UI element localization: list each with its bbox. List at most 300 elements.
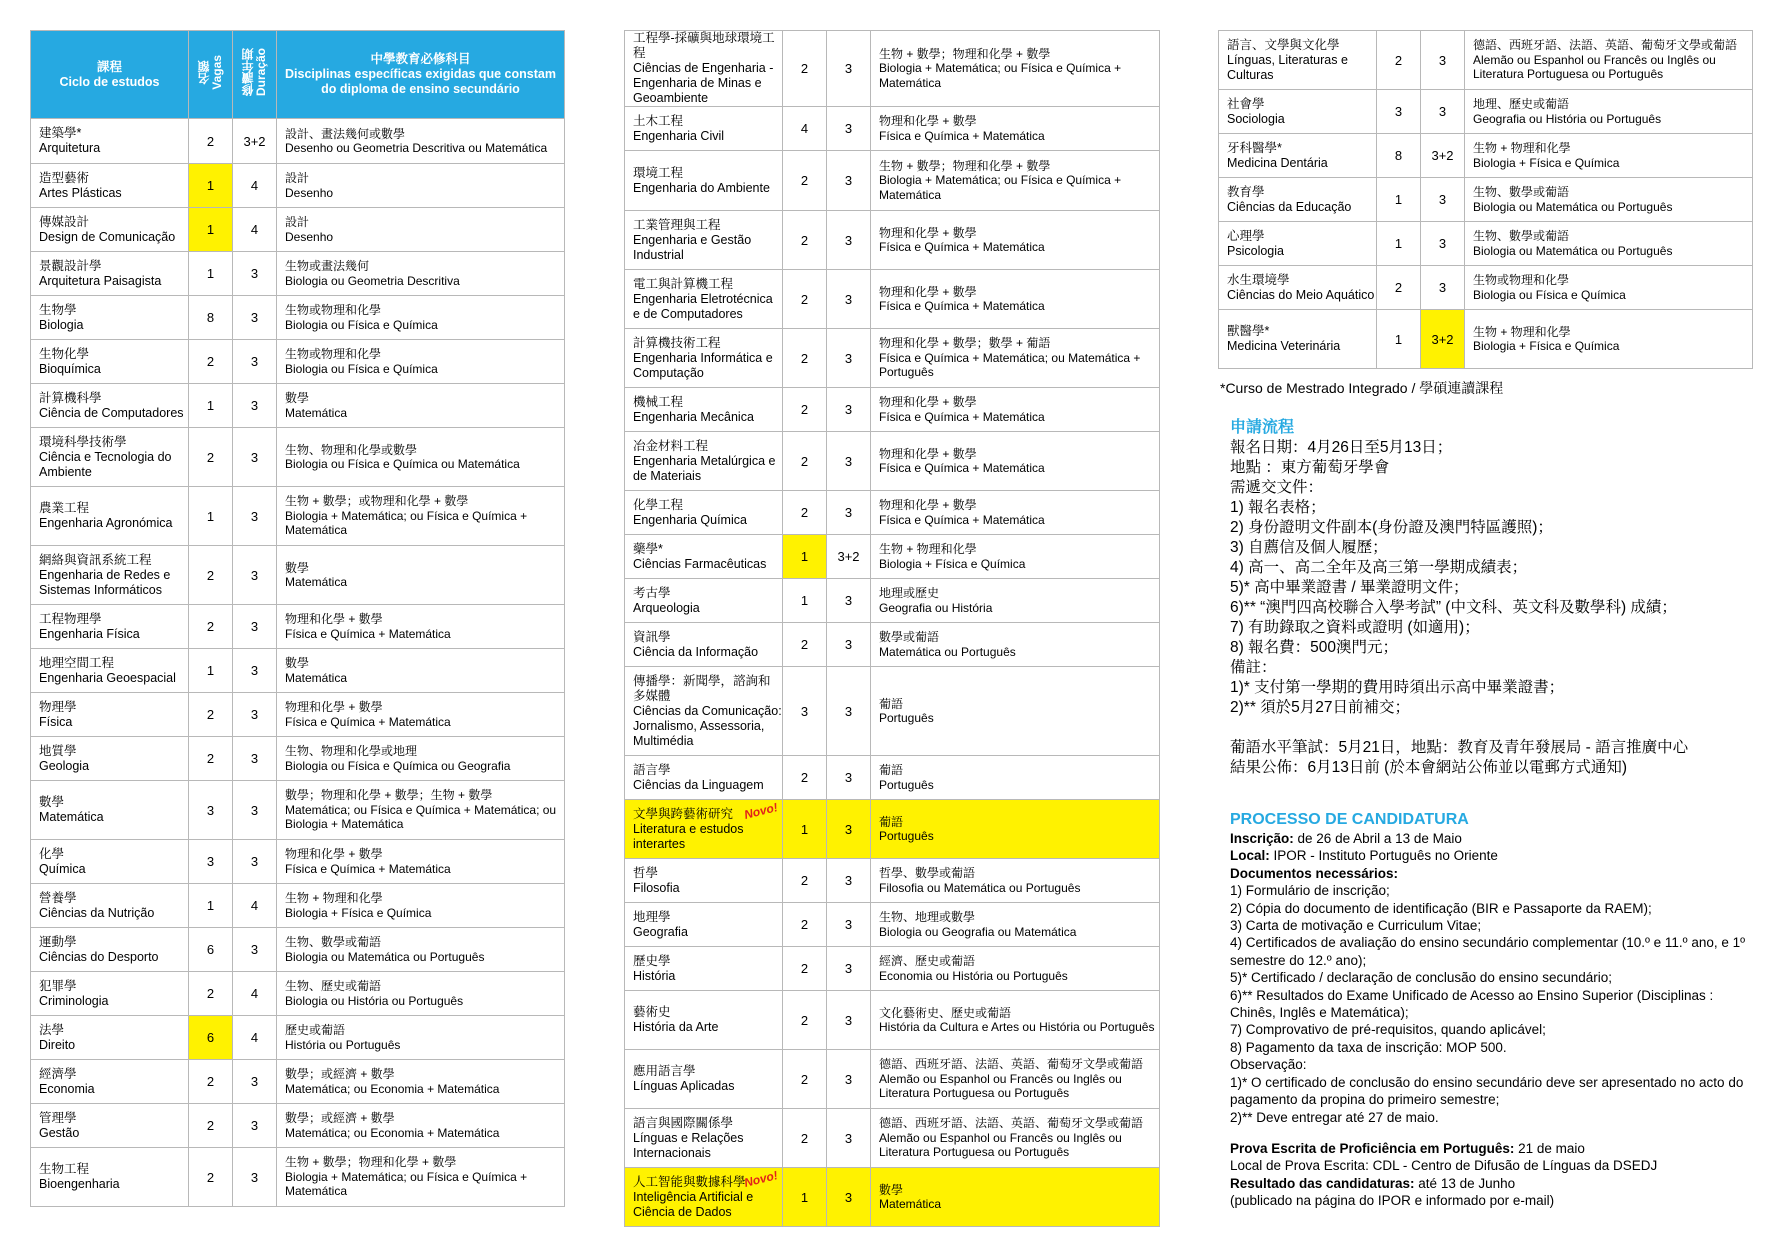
table-row: [625, 579, 1160, 623]
course-name: 應用語言學 Línguas Aplicadas: [625, 1050, 783, 1109]
requirements: 生物 + 物理和化學 Biologia + Física e Química: [1465, 310, 1753, 369]
duracao-value: 3: [1421, 266, 1465, 310]
apply-zh-line: 3) 自薦信及個人履歷；: [1230, 539, 1388, 556]
table-row: [625, 800, 1160, 859]
doc-item: 1)* O certificado de conclusão do ensino secundário deve ser apresentado no acto do pagamento da propina do primeiro semestre;: [1230, 1074, 1744, 1108]
vagas-value: 2: [783, 991, 827, 1050]
requirements: 生物 + 數學；物理和化學 + 數學 Biologia + Matemática; ou Física e Química + Matemática: [871, 151, 1160, 211]
vagas-value: 2: [783, 903, 827, 947]
duracao-value: 3: [1421, 178, 1465, 222]
table-row: [625, 535, 1160, 579]
requirements: 文化藝術史、歷史或葡語 História da Cultura e Artes ou História ou Português: [871, 991, 1160, 1050]
requirements: 物理和化學 + 數學 Física e Química + Matemática: [871, 211, 1160, 270]
duracao-value: 3: [827, 1109, 871, 1168]
course-name: 農業工程 Engenharia Agronómica: [31, 487, 189, 546]
apply-zh-line: 2)** 須於5月27日前補交；: [1230, 699, 1411, 716]
table-row: [31, 546, 565, 605]
duracao-value: 3: [827, 1050, 871, 1109]
table-row: [625, 1168, 1160, 1227]
doc-item: 5)* Certificado / declaração de conclusão do ensino secundário;: [1230, 970, 1612, 986]
course-name: 牙科醫學* Medicina Dentária: [1219, 134, 1377, 178]
course-name: 土木工程 Engenharia Civil: [625, 107, 783, 151]
vagas-value: 2: [783, 947, 827, 991]
vagas-value: 3: [1377, 90, 1421, 134]
requirements: 生物、數學或葡語 Biologia ou Matemática ou Português: [1465, 178, 1753, 222]
vagas-value: 2: [189, 1148, 233, 1207]
doc-item: 6)** Resultados do Exame Unificado de Acesso ao Ensino Superior (Disciplinas : Chinês, Inglês e Matemática);: [1230, 987, 1714, 1021]
vagas-value: 2: [783, 211, 827, 270]
requirements: 地理或歷史 Geografia ou História: [871, 579, 1160, 623]
requirements: 數學 Matemática: [871, 1168, 1160, 1227]
course-name: 環境工程 Engenharia do Ambiente: [625, 151, 783, 211]
duracao-value: 4: [233, 1016, 277, 1060]
table-row: [31, 340, 565, 384]
resultado-line: Resultado das candidaturas: até 13 de Junho: [1230, 1175, 1516, 1191]
vagas-value: 6: [189, 928, 233, 972]
course-name: 心理學 Psicologia: [1219, 222, 1377, 266]
requirements: 物理和化學 + 數學 Física e Química + Matemática: [871, 388, 1160, 432]
vagas-value: 1: [189, 252, 233, 296]
duracao-value: 3: [827, 800, 871, 859]
duracao-value: 3: [827, 270, 871, 329]
duracao-value: 3: [827, 579, 871, 623]
requirements-header: 中學教育必修科目 Disciplinas específicas exigidas que constam do diploma de ensino secundário: [277, 31, 565, 119]
table-row: [31, 1060, 565, 1104]
course-name: 考古學 Arqueologia: [625, 579, 783, 623]
course-name: 水生環境學 Ciências do Meio Aquático: [1219, 266, 1377, 310]
table-row: [625, 211, 1160, 270]
apply-zh-line: 2) 身份證明文件副本(身份證及澳門特區護照)；: [1230, 519, 1553, 536]
duracao-value: 3: [827, 623, 871, 667]
vagas-value: 2: [189, 546, 233, 605]
duracao-value: 3: [827, 903, 871, 947]
vagas-value: 2: [1377, 266, 1421, 310]
duracao-value: 3: [233, 781, 277, 840]
duracao-value: 4: [233, 972, 277, 1016]
table-row: [31, 164, 565, 208]
requirements: 物理和化學 + 數學 Física e Química + Matemática: [871, 432, 1160, 491]
requirements: 數學 Matemática: [277, 546, 565, 605]
course-name: 工程學-採礦與地球環境工程 Ciências de Engenharia - Engenharia de Minas e Geoambiente: [625, 31, 783, 107]
vagas-value: 2: [189, 1104, 233, 1148]
table-row: [31, 384, 565, 428]
vagas-value: 4: [783, 107, 827, 151]
duracao-value: 3: [233, 605, 277, 649]
table-row: [31, 428, 565, 487]
requirements: 德語、西班牙語、法語、英語、葡萄牙文學或葡語 Alemão ou Espanhol ou Francês ou Inglês ou Literatura Portuguesa ou Português: [871, 1109, 1160, 1168]
courses-table-1: [30, 30, 565, 1207]
vagas-value: 2: [1377, 31, 1421, 90]
vagas-value: 3: [783, 667, 827, 756]
doc-item: 2)** Deve entregar até 27 de maio.: [1230, 1109, 1439, 1125]
duracao-value: 3: [827, 211, 871, 270]
course-name: 生物化學 Bioquímica: [31, 340, 189, 384]
vagas-value: 2: [783, 329, 827, 388]
course-name: 化學工程 Engenharia Química: [625, 491, 783, 535]
table-row: [31, 208, 565, 252]
requirements: 生物 + 物理和化學 Biologia + Física e Química: [277, 884, 565, 928]
duracao-value: 3: [827, 388, 871, 432]
course-name: 經濟學 Economia: [31, 1060, 189, 1104]
course-name: 計算機技術工程 Engenharia Informática e Computação: [625, 329, 783, 388]
doc-item: 1) Formulário de inscrição;: [1230, 883, 1390, 899]
vagas-value: 1: [1377, 310, 1421, 369]
requirements: 歷史或葡語 História ou Português: [277, 1016, 565, 1060]
requirements: 數學或葡語 Matemática ou Português: [871, 623, 1160, 667]
apply-zh-line: 地點 ：東方葡萄牙學會: [1230, 459, 1390, 476]
course-name: 文學與跨藝術研究 Literatura e estudos interartes Novo!: [625, 800, 783, 859]
exam-zh-line: 結果公佈：6月13日前 (於本會網站公佈並以電郵方式通知): [1230, 759, 1627, 776]
table-row: [625, 1109, 1160, 1168]
duracao-value: 3: [827, 756, 871, 800]
vagas-value: 1: [783, 579, 827, 623]
apply-zh-line: 5)* 高中畢業證書 / 畢業證明文件；: [1230, 579, 1469, 596]
requirements: 物理和化學 + 數學 Física e Química + Matemática: [277, 693, 565, 737]
doc-item: 8) Pagamento da taxa de inscrição: MOP 500.: [1230, 1039, 1507, 1055]
vagas-value: 2: [189, 693, 233, 737]
table-row: [31, 1104, 565, 1148]
duracao-value: 3: [233, 928, 277, 972]
vagas-value: 1: [189, 384, 233, 428]
table-row: [625, 388, 1160, 432]
courses-table-3: [1218, 30, 1753, 369]
prova-line: Prova Escrita de Proficiência em Português: 21 de maio: [1230, 1140, 1585, 1156]
table-header: [31, 31, 565, 119]
requirements: 物理和化學 + 數學；數學 + 葡語 Física e Química + Matemática; ou Matemática + Português: [871, 329, 1160, 388]
doc-item: Observação:: [1230, 1057, 1307, 1073]
apply-zh-line: 1) 報名表格；: [1230, 499, 1326, 516]
course-name: 教育學 Ciências da Educação: [1219, 178, 1377, 222]
course-name: 地理空間工程 Engenharia Geoespacial: [31, 649, 189, 693]
duracao-value: 4: [233, 208, 277, 252]
duracao-value: 4: [233, 164, 277, 208]
table-row: [625, 31, 1160, 107]
apply-zh-line: 備註：: [1230, 659, 1277, 676]
requirements: 數學 Matemática: [277, 384, 565, 428]
table-row: [625, 270, 1160, 329]
table-row: [625, 756, 1160, 800]
course-name: 傳媒設計 Design de Comunicação: [31, 208, 189, 252]
novo-badge: Novo!: [742, 1168, 780, 1190]
duracao-value: 3: [827, 151, 871, 211]
course-name: 地質學 Geologia: [31, 737, 189, 781]
apply-zh-line: 4) 高一、高二全年及高三第一學期成績表；: [1230, 559, 1528, 576]
course-name: 化學 Química: [31, 840, 189, 884]
course-name: 法學 Direito: [31, 1016, 189, 1060]
course-name: 語言與國際關係學 Línguas e Relações Internacionais: [625, 1109, 783, 1168]
application-process-zh: [1230, 418, 1688, 778]
course-name: 生物學 Biologia: [31, 296, 189, 340]
vagas-value: 1: [1377, 222, 1421, 266]
duracao-value: 3: [827, 667, 871, 756]
vagas-value: 2: [783, 1050, 827, 1109]
course-name: 藥學* Ciências Farmacêuticas: [625, 535, 783, 579]
vagas-value: 1: [1377, 178, 1421, 222]
footnote: *Curso de Mestrado Integrado / 學碩連讀課程: [1220, 380, 1504, 396]
doc-item: 7) Comprovativo de pré-requisitos, quando aplicável;: [1230, 1022, 1546, 1038]
duracao-value: 3: [1421, 90, 1465, 134]
duracao-value: 3+2: [233, 119, 277, 164]
requirements: 葡語 Português: [871, 667, 1160, 756]
requirements: 物理和化學 + 數學 Física e Química + Matemática: [277, 605, 565, 649]
table-row: [1219, 178, 1753, 222]
table-row: [31, 840, 565, 884]
duracao-value: 3: [233, 384, 277, 428]
vagas-value: 2: [189, 428, 233, 487]
duracao-value: 3+2: [1421, 310, 1465, 369]
doc-item: 3) Carta de motivação e Curriculum Vitae;: [1230, 918, 1482, 934]
table-row: [31, 487, 565, 546]
course-name: 哲學 Filosofia: [625, 859, 783, 903]
course-name: 生物工程 Bioengenharia: [31, 1148, 189, 1207]
apply-zh-line: 報名日期：4月26日至5月13日；: [1230, 439, 1453, 456]
requirements: 數學；或經濟 + 數學 Matemática; ou Economia + Matemática: [277, 1060, 565, 1104]
duracao-value: 3: [233, 546, 277, 605]
table-row: [1219, 134, 1753, 178]
vagas-value: 1: [783, 535, 827, 579]
novo-badge: Novo!: [742, 800, 780, 822]
requirements: 生物、物理和化學或數學 Biologia ou Física e Química ou Matemática: [277, 428, 565, 487]
requirements: 生物、數學或葡語 Biologia ou Matemática ou Português: [277, 928, 565, 972]
duracao-value: 3: [1421, 222, 1465, 266]
requirements: 物理和化學 + 數學 Física e Química + Matemática: [871, 491, 1160, 535]
requirements: 哲學、數學或葡語 Filosofia ou Matemática ou Português: [871, 859, 1160, 903]
course-name: 電工與計算機工程 Engenharia Eletrotécnica e de Computadores: [625, 270, 783, 329]
course-name: 犯罪學 Criminologia: [31, 972, 189, 1016]
duracao-value: 3: [827, 491, 871, 535]
course-name: 機械工程 Engenharia Mecânica: [625, 388, 783, 432]
vagas-value: 2: [783, 491, 827, 535]
course-name: 物理學 Física: [31, 693, 189, 737]
apply-zh-line: 8) 報名費：500澳門元；: [1230, 639, 1398, 656]
vagas-header: 名額 Vagas: [189, 31, 233, 119]
vagas-value: 2: [189, 1060, 233, 1104]
vagas-value: 2: [783, 270, 827, 329]
course-name: 語言、文學與文化學 Línguas, Literaturas e Culturas: [1219, 31, 1377, 90]
course-name: 歷史學 História: [625, 947, 783, 991]
duracao-value: 3: [233, 840, 277, 884]
course-name: 冶金材料工程 Engenharia Metalúrgica e de Materiais: [625, 432, 783, 491]
requirements: 葡語 Português: [871, 800, 1160, 859]
requirements: 生物 + 數學；物理和化學 + 數學 Biologia + Matemática; ou Física e Química + Matemática: [277, 1148, 565, 1207]
duracao-value: 3+2: [827, 535, 871, 579]
table-row: [31, 781, 565, 840]
courses-table-2: [624, 30, 1160, 1227]
requirements: 地理、歷史或葡語 Geografia ou História ou Português: [1465, 90, 1753, 134]
vagas-value: 1: [189, 208, 233, 252]
docs-label: Documentos necessários:: [1230, 865, 1399, 881]
doc-item: 4) Certificados de avaliação do ensino secundário complementar (10.º e 11.º ano, e 1º semestre do 12.º ano);: [1230, 935, 1746, 968]
course-name: 管理學 Gestão: [31, 1104, 189, 1148]
duracao-value: 3: [827, 329, 871, 388]
duracao-value: 3: [233, 1060, 277, 1104]
table-row: [625, 491, 1160, 535]
vagas-value: 1: [783, 1168, 827, 1227]
local-line: Local: IPOR - Instituto Português no Oriente: [1230, 848, 1498, 864]
duracao-value: 3: [233, 340, 277, 384]
vagas-value: 3: [189, 840, 233, 884]
course-name: 語言學 Ciências da Linguagem: [625, 756, 783, 800]
table-row: [31, 296, 565, 340]
duracao-value: 3: [233, 1104, 277, 1148]
requirements: 德語、西班牙語、法語、英語、葡萄牙文學或葡語 Alemão ou Espanhol ou Francês ou Inglês ou Literatura Portuguesa ou Português: [1465, 31, 1753, 90]
vagas-value: 2: [783, 1109, 827, 1168]
course-name: 計算機科學 Ciência de Computadores: [31, 384, 189, 428]
table-row: [31, 605, 565, 649]
vagas-value: 1: [189, 884, 233, 928]
table-row: [31, 693, 565, 737]
requirements: 物理和化學 + 數學 Física e Química + Matemática: [277, 840, 565, 884]
course-name: 運動學 Ciências do Desporto: [31, 928, 189, 972]
duracao-value: 3: [827, 107, 871, 151]
table-row: [31, 1016, 565, 1060]
table-row: [31, 884, 565, 928]
duracao-value: 3: [827, 31, 871, 107]
table-row: [625, 107, 1160, 151]
course-name: 社會學 Sociologia: [1219, 90, 1377, 134]
vagas-value: 2: [783, 756, 827, 800]
table-row: [625, 432, 1160, 491]
inscricao-line: Inscrição: de 26 de Abril a 13 de Maio: [1230, 831, 1462, 846]
duracao-value: 3: [827, 947, 871, 991]
course-name: 人工智能與數據科學 Inteligência Artificial e Ciência de Dados Novo!: [625, 1168, 783, 1227]
requirements: 生物、數學或葡語 Biologia ou Matemática ou Português: [1465, 222, 1753, 266]
duracao-value: 3+2: [1421, 134, 1465, 178]
table-row: [31, 737, 565, 781]
apply-pt-title: PROCESSO DE CANDIDATURA: [1230, 811, 1469, 828]
vagas-value: 8: [189, 296, 233, 340]
table-row: [625, 859, 1160, 903]
table-row: [1219, 266, 1753, 310]
course-name: 工業管理與工程 Engenharia e Gestão Industrial: [625, 211, 783, 270]
vagas-value: 6: [189, 1016, 233, 1060]
requirements: 設計 Desenho: [277, 164, 565, 208]
table-row: [31, 1148, 565, 1207]
requirements: 生物、地理或數學 Biologia ou Geografia ou Matemática: [871, 903, 1160, 947]
course-name: 景觀設計學 Arquitetura Paisagista: [31, 252, 189, 296]
vagas-value: 2: [783, 388, 827, 432]
vagas-value: 2: [783, 31, 827, 107]
vagas-value: 2: [189, 119, 233, 164]
vagas-value: 1: [783, 800, 827, 859]
table-row: [625, 151, 1160, 211]
requirements: 生物或物理和化學 Biologia ou Física e Química: [277, 340, 565, 384]
requirements: 生物 + 物理和化學 Biologia + Física e Química: [871, 535, 1160, 579]
course-name: 網絡與資訊系統工程 Engenharia de Redes e Sistemas Informáticos: [31, 546, 189, 605]
course-name: 營養學 Ciências da Nutrição: [31, 884, 189, 928]
apply-zh-title: 申請流程: [1230, 419, 1295, 436]
course-name: 數學 Matemática: [31, 781, 189, 840]
duracao-header: 修讀年期 Duração: [233, 31, 277, 119]
table-row: [625, 329, 1160, 388]
duracao-value: 3: [827, 1168, 871, 1227]
table-row: [1219, 90, 1753, 134]
requirements: 德語、西班牙語、法語、英語、葡萄牙文學或葡語 Alemão ou Espanhol ou Francês ou Inglês ou Literatura Portuguesa ou Português: [871, 1050, 1160, 1109]
requirements: 數學；物理和化學 + 數學；生物 + 數學 Matemática; ou Física e Química + Matemática; ou Biologia + Matemática: [277, 781, 565, 840]
vagas-value: 3: [189, 781, 233, 840]
vagas-value: 2: [189, 972, 233, 1016]
requirements: 經濟、歷史或葡語 Economia ou História ou Português: [871, 947, 1160, 991]
requirements: 生物 + 數學；或物理和化學 + 數學 Biologia + Matemática; ou Física e Química + Matemática: [277, 487, 565, 546]
apply-zh-line: 1)* 支付第一學期的費用時須出示高中畢業證書；: [1230, 679, 1565, 696]
exam-zh-line: 葡語水平筆試：5月21日，地點：教育及青年發展局 - 語言推廣中心: [1230, 739, 1689, 756]
duracao-value: 3: [827, 432, 871, 491]
duracao-value: 4: [233, 884, 277, 928]
requirements: 設計 Desenho: [277, 208, 565, 252]
table-row: [1219, 31, 1753, 90]
table-row: [31, 972, 565, 1016]
vagas-value: 1: [189, 487, 233, 546]
vagas-value: 2: [783, 623, 827, 667]
requirements: 物理和化學 + 數學 Física e Química + Matemática: [871, 107, 1160, 151]
table-row: [31, 649, 565, 693]
vagas-value: 1: [189, 164, 233, 208]
duracao-value: 3: [1421, 31, 1465, 90]
requirements: 生物、物理和化學或地理 Biologia ou Física e Química ou Geografia: [277, 737, 565, 781]
duracao-value: 3: [233, 428, 277, 487]
table-row: [1219, 310, 1753, 369]
apply-zh-line: 7) 有助錄取之資料或證明 (如適用)；: [1230, 619, 1480, 636]
table-row: [625, 991, 1160, 1050]
requirements: 物理和化學 + 數學 Física e Química + Matemática: [871, 270, 1160, 329]
requirements: 生物、歷史或葡語 Biologia ou História ou Português: [277, 972, 565, 1016]
course-name: 工程物理學 Engenharia Física: [31, 605, 189, 649]
table-row: [1219, 222, 1753, 266]
requirements: 生物 + 物理和化學 Biologia + Física e Química: [1465, 134, 1753, 178]
vagas-value: 2: [189, 737, 233, 781]
resultado-note: (publicado na página do IPOR e informado por e-mail): [1230, 1193, 1555, 1209]
requirements: 設計、畫法幾何或數學 Desenho ou Geometria Descritiva ou Matemática: [277, 119, 565, 164]
vagas-value: 8: [1377, 134, 1421, 178]
course-name: 造型藝術 Artes Plásticas: [31, 164, 189, 208]
table-row: [625, 947, 1160, 991]
vagas-value: 2: [783, 859, 827, 903]
course-name: 建築學* Arquitetura: [31, 119, 189, 164]
requirements: 生物 + 數學；物理和化學 + 數學 Biologia + Matemática; ou Física e Química + Matemática: [871, 31, 1160, 107]
table-row: [31, 252, 565, 296]
requirements: 數學 Matemática: [277, 649, 565, 693]
duracao-value: 3: [233, 649, 277, 693]
course-header: 課程 Ciclo de estudos: [31, 31, 189, 119]
course-name: 藝術史 História da Arte: [625, 991, 783, 1050]
vagas-value: 1: [189, 649, 233, 693]
table-row: [625, 623, 1160, 667]
local-prova-line: Local de Prova Escrita: CDL - Centro de Difusão de Línguas da DSEDJ: [1230, 1158, 1658, 1174]
course-name: 環境科學技術學 Ciência e Tecnologia do Ambiente: [31, 428, 189, 487]
apply-zh-line: 6)** “澳門四高校聯合入學考試” (中文科、英文科及數學科) 成績；: [1230, 599, 1677, 616]
table-row: [31, 119, 565, 164]
table-row: [625, 1050, 1160, 1109]
vagas-value: 2: [189, 605, 233, 649]
requirements: 葡語 Português: [871, 756, 1160, 800]
requirements: 生物或畫法幾何 Biologia ou Geometria Descritiva: [277, 252, 565, 296]
course-name: 獸醫學* Medicina Veterinária: [1219, 310, 1377, 369]
doc-item: 2) Cópia do documento de identificação (BIR e Passaporte da RAEM);: [1230, 900, 1652, 916]
table-row: [31, 928, 565, 972]
requirements: 生物或物理和化學 Biologia ou Física e Química: [277, 296, 565, 340]
duracao-value: 3: [233, 487, 277, 546]
vagas-value: 2: [783, 151, 827, 211]
table-row: [625, 667, 1160, 756]
duracao-value: 3: [827, 859, 871, 903]
vagas-value: 2: [189, 340, 233, 384]
requirements: 數學；或經濟 + 數學 Matemática; ou Economia + Matemática: [277, 1104, 565, 1148]
duracao-value: 3: [233, 693, 277, 737]
duracao-value: 3: [233, 1148, 277, 1207]
course-name: 地理學 Geografia: [625, 903, 783, 947]
duracao-value: 3: [233, 296, 277, 340]
requirements: 生物或物理和化學 Biologia ou Física e Química: [1465, 266, 1753, 310]
